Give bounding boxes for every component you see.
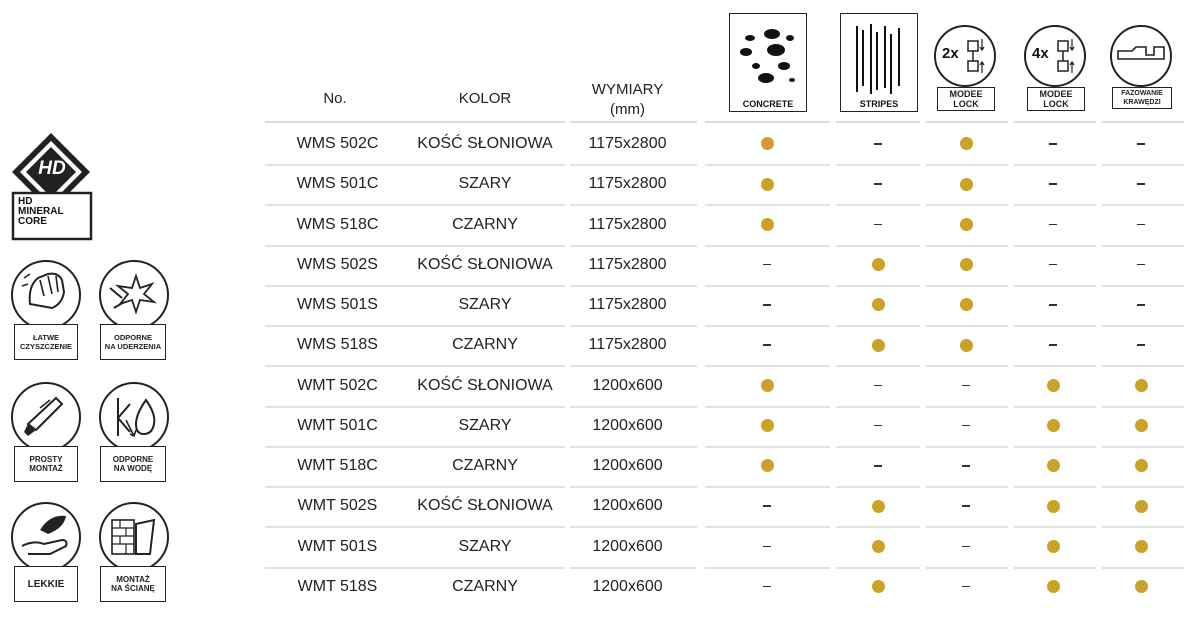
modee-lock-4x-icon — [1022, 25, 1088, 110]
edge-chamfer-icon — [1108, 25, 1174, 110]
product-color: KOŚĆ SŁONIOWA — [417, 497, 553, 515]
feature-cell — [946, 446, 986, 486]
feature-cell — [1121, 446, 1161, 486]
table-row — [0, 245, 1200, 285]
feature-cell — [946, 205, 986, 245]
easy-clean-label: ŁATWE CZYSZCZENIE — [14, 324, 78, 360]
table-row — [0, 567, 1200, 607]
feature-cell — [858, 164, 898, 204]
concrete-caption: CONCRETE — [742, 99, 794, 109]
feature-no-dash — [763, 546, 771, 548]
table-row — [0, 366, 1200, 406]
product-dimensions: 1175x2800 — [588, 175, 667, 193]
feature-no-dash — [1137, 304, 1145, 306]
feature-cell — [1121, 285, 1161, 325]
feature-cell — [747, 124, 787, 164]
feature-yes-dot — [1047, 419, 1060, 432]
table-row — [0, 164, 1200, 204]
water-label: ODPORNE NA WODĘ — [100, 446, 166, 482]
feature-cell — [1033, 285, 1073, 325]
product-color: CZARNY — [452, 336, 518, 354]
feature-cell — [1121, 325, 1161, 365]
modee-2x-label: MODEE LOCK — [937, 87, 995, 111]
product-dimensions: 1200x600 — [592, 416, 663, 434]
hd-mark: HD — [38, 158, 66, 179]
feature-cell — [747, 164, 787, 204]
feature-no-dash — [1137, 183, 1145, 185]
feature-cell — [747, 366, 787, 406]
feature-cell — [946, 406, 986, 446]
feature-cell — [1121, 486, 1161, 526]
feature-no-dash — [763, 304, 771, 306]
impact-label: ODPORNE NA UDERZENIA — [100, 324, 166, 360]
feature-no-dash — [962, 385, 970, 387]
feature-no-dash — [874, 425, 882, 427]
feature-yes-dot — [1135, 540, 1148, 553]
product-number: WMT 501S — [297, 537, 378, 555]
feature-cell — [747, 527, 787, 567]
feature-no-dash — [874, 183, 882, 185]
product-number: WMT 518C — [297, 457, 378, 474]
product-color: CZARNY — [452, 457, 518, 474]
hd-label: HD MINERAL CORE — [18, 196, 64, 227]
feature-cell — [747, 205, 787, 245]
stripes-feature-icon — [840, 13, 918, 112]
table-row — [0, 527, 1200, 567]
product-dimensions: 1200x600 — [592, 457, 663, 474]
feature-yes-dot — [872, 298, 885, 311]
product-number: WMS 518S — [297, 336, 378, 354]
feature-cell — [747, 406, 787, 446]
product-number: WMT 501C — [297, 416, 378, 434]
feature-cell — [858, 527, 898, 567]
product-color: SZARY — [458, 175, 512, 193]
feature-yes-dot — [1135, 419, 1148, 432]
product-dimensions: 1175x2800 — [588, 215, 667, 233]
feature-cell — [858, 406, 898, 446]
feature-cell — [1033, 406, 1073, 446]
product-number: WMS 502C — [296, 135, 379, 152]
feature-cell — [858, 446, 898, 486]
product-color: SZARY — [458, 537, 512, 555]
feature-cell — [858, 205, 898, 245]
product-dimensions: 1175x2800 — [588, 296, 667, 313]
feature-yes-dot — [761, 178, 774, 191]
feature-cell — [1033, 245, 1073, 285]
feature-cell — [946, 366, 986, 406]
feature-no-dash — [962, 425, 970, 427]
feature-yes-dot — [761, 459, 774, 472]
product-number: WMT 502S — [297, 497, 378, 515]
feature-yes-dot — [872, 540, 885, 553]
product-dimensions: 1200x600 — [592, 537, 663, 555]
feature-yes-dot — [761, 419, 774, 432]
feature-no-dash — [763, 264, 771, 266]
product-dimensions: 1200x600 — [592, 577, 663, 595]
modee-4x-number: 4x — [1032, 45, 1049, 62]
feature-no-dash — [1137, 224, 1145, 226]
feature-no-dash — [763, 586, 771, 588]
feature-yes-dot — [872, 339, 885, 352]
feature-yes-dot — [872, 258, 885, 271]
product-number: WMS 502S — [297, 255, 378, 273]
edge-chamfer-label: FAZOWANIE KRAWĘDZI — [1112, 87, 1172, 109]
table-row — [0, 406, 1200, 446]
feature-cell — [946, 527, 986, 567]
feature-cell — [946, 486, 986, 526]
feature-no-dash — [1049, 304, 1057, 306]
modee-lock-2x-icon — [932, 25, 998, 110]
header-no: No. — [323, 90, 347, 107]
feature-yes-dot — [1047, 500, 1060, 513]
product-number: WMS 501C — [296, 175, 379, 193]
modee-4x-label: MODEE LOCK — [1027, 87, 1085, 111]
feature-no-dash — [763, 505, 771, 507]
wall-mount-label: MONTAŻ NA ŚCIANĘ — [100, 566, 166, 602]
feature-yes-dot — [1047, 379, 1060, 392]
feature-cell — [747, 245, 787, 285]
product-color: SZARY — [458, 416, 512, 434]
feature-no-dash — [962, 505, 970, 507]
feature-cell — [1033, 164, 1073, 204]
feature-yes-dot — [1135, 459, 1148, 472]
feature-yes-dot — [1047, 580, 1060, 593]
feature-cell — [1121, 406, 1161, 446]
product-number: WMT 502C — [297, 376, 378, 394]
feature-yes-dot — [1047, 459, 1060, 472]
product-dimensions: 1175x2800 — [588, 135, 667, 152]
feature-cell — [1121, 124, 1161, 164]
feature-yes-dot — [761, 137, 774, 150]
product-color: KOŚĆ SŁONIOWA — [417, 255, 553, 273]
feature-cell — [946, 164, 986, 204]
feature-no-dash — [763, 344, 771, 346]
concrete-feature-icon — [729, 13, 807, 112]
feature-cell — [747, 567, 787, 607]
table-row — [0, 205, 1200, 245]
feature-yes-dot — [872, 500, 885, 513]
feature-yes-dot — [1135, 379, 1148, 392]
feature-yes-dot — [960, 137, 973, 150]
feature-no-dash — [1049, 264, 1057, 266]
product-color: SZARY — [458, 296, 512, 313]
feature-cell — [858, 366, 898, 406]
feature-cell — [1121, 205, 1161, 245]
feature-cell — [1033, 124, 1073, 164]
feature-no-dash — [1137, 143, 1145, 145]
table-row — [0, 446, 1200, 486]
feature-no-dash — [874, 465, 882, 467]
feature-cell — [1121, 366, 1161, 406]
feature-yes-dot — [761, 379, 774, 392]
product-number: WMS 501S — [297, 296, 378, 313]
header-wymiary: WYMIARY (mm) — [591, 81, 664, 118]
feature-yes-dot — [761, 218, 774, 231]
feature-no-dash — [874, 385, 882, 387]
feature-cell — [946, 245, 986, 285]
product-color: KOŚĆ SŁONIOWA — [417, 376, 553, 394]
feature-cell — [1033, 366, 1073, 406]
feature-cell — [1121, 245, 1161, 285]
simple-install-label: PROSTY MONTAŻ — [14, 446, 78, 482]
feature-cell — [858, 285, 898, 325]
feature-yes-dot — [1135, 500, 1148, 513]
feature-cell — [858, 124, 898, 164]
feature-yes-dot — [960, 339, 973, 352]
product-color: CZARNY — [452, 577, 518, 595]
table-row — [0, 285, 1200, 325]
feature-cell — [1033, 486, 1073, 526]
feature-yes-dot — [960, 258, 973, 271]
feature-cell — [1033, 446, 1073, 486]
feature-no-dash — [1137, 264, 1145, 266]
feature-cell — [946, 124, 986, 164]
feature-cell — [1121, 527, 1161, 567]
table-row — [0, 124, 1200, 164]
feature-no-dash — [1137, 344, 1145, 346]
table-row — [0, 325, 1200, 365]
feature-yes-dot — [960, 178, 973, 191]
feature-cell — [946, 325, 986, 365]
feature-cell — [1033, 527, 1073, 567]
feature-cell — [1033, 325, 1073, 365]
feature-no-dash — [962, 586, 970, 588]
feature-cell — [858, 325, 898, 365]
product-number: WMS 518C — [296, 215, 379, 233]
modee-2x-number: 2x — [942, 45, 959, 62]
feature-no-dash — [1049, 143, 1057, 145]
feature-yes-dot — [872, 580, 885, 593]
feature-yes-dot — [960, 218, 973, 231]
product-number: WMT 518S — [297, 577, 378, 595]
feature-no-dash — [874, 143, 882, 145]
feature-no-dash — [1049, 344, 1057, 346]
feature-cell — [747, 446, 787, 486]
feature-cell — [1121, 567, 1161, 607]
feature-cell — [747, 325, 787, 365]
feature-no-dash — [962, 546, 970, 548]
feature-yes-dot — [960, 298, 973, 311]
feature-cell — [858, 567, 898, 607]
feature-cell — [1121, 164, 1161, 204]
table-row — [0, 486, 1200, 526]
feature-cell — [747, 486, 787, 526]
product-color: CZARNY — [452, 215, 518, 233]
feature-cell — [1033, 567, 1073, 607]
feature-no-dash — [874, 224, 882, 226]
feature-no-dash — [1049, 183, 1057, 185]
lightweight-label: LEKKIE — [14, 566, 78, 602]
product-dimensions: 1200x600 — [592, 497, 663, 515]
feature-cell — [858, 245, 898, 285]
feature-cell — [747, 285, 787, 325]
feature-no-dash — [1049, 224, 1057, 226]
feature-cell — [1033, 205, 1073, 245]
feature-no-dash — [962, 465, 970, 467]
product-dimensions: 1175x2800 — [588, 336, 667, 354]
product-color: KOŚĆ SŁONIOWA — [417, 135, 553, 152]
header-kolor: KOLOR — [458, 90, 512, 107]
feature-cell — [946, 567, 986, 607]
feature-yes-dot — [1047, 540, 1060, 553]
feature-cell — [858, 486, 898, 526]
product-dimensions: 1175x2800 — [588, 255, 667, 273]
feature-yes-dot — [1135, 580, 1148, 593]
stripes-caption: STRIPES — [859, 99, 899, 109]
feature-cell — [946, 285, 986, 325]
product-dimensions: 1200x600 — [592, 376, 663, 394]
